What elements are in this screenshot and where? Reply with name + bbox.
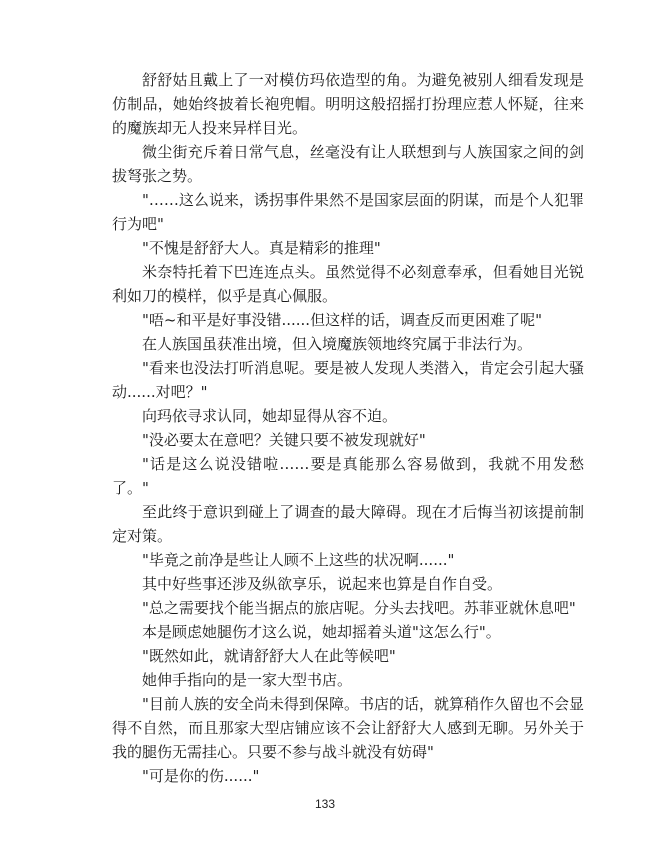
body-text	[112, 68, 584, 788]
paragraph: 其中好些事还涉及纵欲享乐，说起来也算是自作自受。	[142, 575, 503, 593]
paragraph: "唔~和平是好事没错......但这样的话，调查反而更困难了呢"	[142, 311, 542, 329]
paragraph: 在人族国虽获准出境，但入境魔族领地终究属于非法行为。	[142, 335, 533, 353]
paragraph: "可是你的伤......"	[142, 767, 260, 785]
paragraph: 她伸手指向的是一家大型书店。	[142, 671, 353, 689]
page-number: 133	[314, 797, 336, 811]
paragraph: 微尘街充斥着日常气息，丝毫没有让人联想到与人族国家之间的剑拔弩张之势。	[112, 143, 584, 185]
paragraph: "没必要太在意吧？关键只要不被发现就好"	[142, 431, 426, 449]
paragraph: "看来也没法打听消息呢。要是被人发现人类潜入，肯定会引起大骚动......对吧？"	[112, 359, 584, 401]
paragraph: "毕竟之前净是些让人顾不上这些的状况啊......"	[142, 551, 455, 569]
paragraph: "总之需要找个能当据点的旅店呢。分头去找吧。苏菲亚就休息吧"	[142, 599, 576, 617]
paragraph: "目前人族的安全尚未得到保障。书店的话，就算稍作久留也不会显得不自然，而且那家大型店铺应该不会让舒舒大人感到无聊。另外关于我的腿伤无需挂心。只要不参与战斗就没有妨碍"	[112, 695, 584, 761]
paragraph: 向玛依寻求认同，她却显得从容不迫。	[142, 407, 398, 425]
paragraph: "不愧是舒舒大人。真是精彩的推理"	[142, 239, 381, 257]
paragraph: "既然如此，就请舒舒大人在此等候吧"	[142, 647, 396, 665]
paragraph: 舒舒姑且戴上了一对模仿玛依造型的角。为避免被别人细看发现是仿制品，她始终披着长袍兜帽。明明这般招摇打扮理应惹人怀疑，往来的魔族却无人投来异样目光。	[112, 71, 584, 137]
paragraph: 米奈特托着下巴连连点头。虽然觉得不必刻意奉承，但看她目光锐利如刀的模样，似乎是真心佩服。	[112, 263, 584, 305]
paragraph: 本是顾虑她腿伤才这么说，她却摇着头道"这怎么行"。	[142, 623, 501, 641]
paragraph: "话是这么说没错啦……要是真能那么容易做到，我就不用发愁了。"	[112, 455, 584, 497]
paragraph: "……这么说来，诱拐事件果然不是国家层面的阴谋，而是个人犯罪行为吧"	[112, 191, 584, 233]
paragraph: 至此终于意识到碰上了调查的最大障碍。现在才后悔当初该提前制定对策。	[112, 503, 584, 545]
